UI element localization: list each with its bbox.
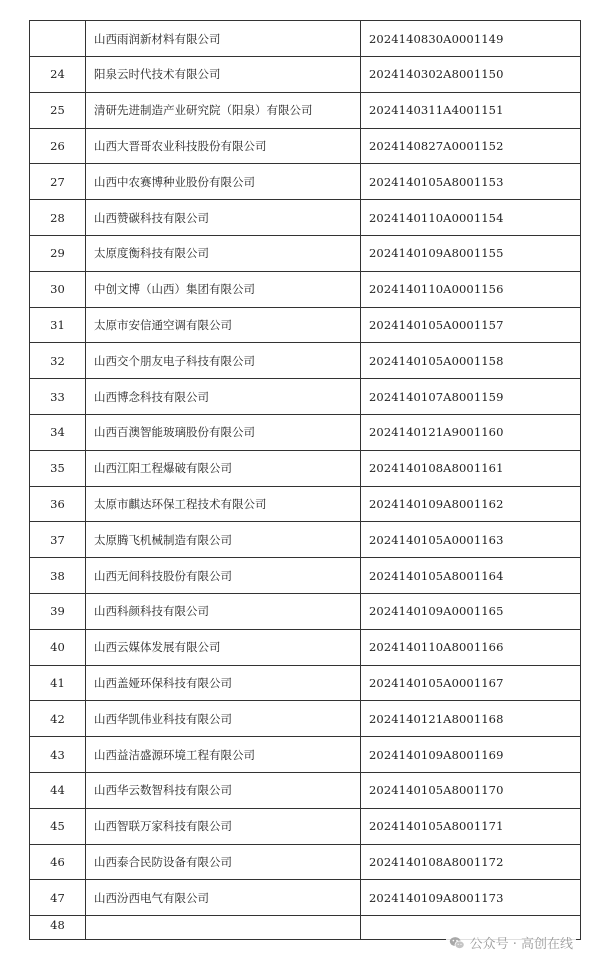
registration-code: 2024140311A4001151: [361, 92, 581, 128]
row-number: 25: [30, 92, 86, 128]
table-row: [30, 737, 581, 773]
table-row: [30, 772, 581, 808]
registration-code: 2024140121A9001160: [361, 414, 581, 450]
company-name: 山西云媒体发展有限公司: [86, 629, 361, 665]
table-row: [30, 200, 581, 236]
row-number: 41: [30, 665, 86, 701]
row-number: [30, 21, 86, 57]
company-name: 山西科颜科技有限公司: [86, 593, 361, 629]
row-number: 32: [30, 343, 86, 379]
registration-code: 2024140105A8001153: [361, 164, 581, 200]
table-row: [30, 844, 581, 880]
watermark-text: 公众号 · 高创在线: [469, 937, 573, 952]
company-name: [86, 916, 361, 940]
company-name: 山西大晋哥农业科技股份有限公司: [86, 128, 361, 164]
registration-code: 2024140108A8001161: [361, 450, 581, 486]
row-number: 24: [30, 57, 86, 93]
table-row: [30, 235, 581, 271]
row-number: 36: [30, 486, 86, 522]
company-name: 太原度衡科技有限公司: [86, 235, 361, 271]
registration-code: 2024140105A0001167: [361, 665, 581, 701]
row-number: 35: [30, 450, 86, 486]
company-name: 山西交个朋友电子科技有限公司: [86, 343, 361, 379]
table-row: [30, 701, 581, 737]
table-row: [30, 57, 581, 93]
table-row: [30, 343, 581, 379]
company-name: 山西江阳工程爆破有限公司: [86, 450, 361, 486]
registration-code: 2024140109A0001165: [361, 593, 581, 629]
company-name: 太原腾飞机械制造有限公司: [86, 522, 361, 558]
company-name: 山西泰合民防设备有限公司: [86, 844, 361, 880]
registration-code: 2024140302A8001150: [361, 57, 581, 93]
company-name: 山西盖娅环保科技有限公司: [86, 665, 361, 701]
company-name: 山西华云数智科技有限公司: [86, 772, 361, 808]
company-name: 山西百澳智能玻璃股份有限公司: [86, 414, 361, 450]
row-number: 44: [30, 772, 86, 808]
row-number: 26: [30, 128, 86, 164]
table-row: [30, 486, 581, 522]
table-row: [30, 271, 581, 307]
table-row: [30, 593, 581, 629]
registration-code: 2024140108A8001172: [361, 844, 581, 880]
registration-code: 2024140105A0001157: [361, 307, 581, 343]
company-name: 山西无间科技股份有限公司: [86, 558, 361, 594]
registration-code: 2024140110A0001156: [361, 271, 581, 307]
company-name: 山西华凯伟业科技有限公司: [86, 701, 361, 737]
row-number: 39: [30, 593, 86, 629]
row-number: 31: [30, 307, 86, 343]
registration-code: 2024140110A0001154: [361, 200, 581, 236]
row-number: 46: [30, 844, 86, 880]
registration-code: 2024140109A8001162: [361, 486, 581, 522]
company-name: 中创文博（山西）集团有限公司: [86, 271, 361, 307]
registration-code: 2024140107A8001159: [361, 379, 581, 415]
registration-code: 2024140105A8001170: [361, 772, 581, 808]
row-number: 47: [30, 880, 86, 916]
table-row: [30, 92, 581, 128]
company-name: 山西博念科技有限公司: [86, 379, 361, 415]
company-name: 太原市麒达环保工程技术有限公司: [86, 486, 361, 522]
row-number: 30: [30, 271, 86, 307]
row-number: 33: [30, 379, 86, 415]
table-row: [30, 307, 581, 343]
row-number: 45: [30, 808, 86, 844]
row-number: 29: [30, 235, 86, 271]
company-name: 山西雨润新材料有限公司: [86, 21, 361, 57]
row-number: 40: [30, 629, 86, 665]
registration-code: 2024140827A0001152: [361, 128, 581, 164]
registration-code: 2024140105A0001163: [361, 522, 581, 558]
table-row: [30, 808, 581, 844]
row-number: 42: [30, 701, 86, 737]
registration-code: 2024140105A8001171: [361, 808, 581, 844]
table-row: [30, 21, 581, 57]
table-row: [30, 414, 581, 450]
wechat-icon: [449, 935, 465, 951]
row-number: 43: [30, 737, 86, 773]
registration-code: 2024140105A0001158: [361, 343, 581, 379]
company-name: 山西中农赛博种业股份有限公司: [86, 164, 361, 200]
row-number: 27: [30, 164, 86, 200]
registration-code: 2024140109A8001173: [361, 880, 581, 916]
company-table-body: [30, 21, 581, 940]
table-row: [30, 665, 581, 701]
table-row: [30, 558, 581, 594]
registration-code: 2024140105A8001164: [361, 558, 581, 594]
company-name: 山西赞碳科技有限公司: [86, 200, 361, 236]
registration-code: 2024140830A0001149: [361, 21, 581, 57]
registration-code: 2024140110A8001166: [361, 629, 581, 665]
table-row: [30, 629, 581, 665]
registration-code: 2024140109A8001169: [361, 737, 581, 773]
company-name: 山西智联万家科技有限公司: [86, 808, 361, 844]
company-name: 山西汾西电气有限公司: [86, 880, 361, 916]
row-number: 28: [30, 200, 86, 236]
table-row: [30, 880, 581, 916]
row-number: 48: [30, 916, 86, 940]
table-row: [30, 128, 581, 164]
row-number: 37: [30, 522, 86, 558]
registration-code: 2024140121A8001168: [361, 701, 581, 737]
table-row: [30, 450, 581, 486]
company-name: 太原市安信通空调有限公司: [86, 307, 361, 343]
company-table-container: [29, 20, 580, 940]
table-row: [30, 164, 581, 200]
row-number: 38: [30, 558, 86, 594]
company-name: 山西益洁盛源环境工程有限公司: [86, 737, 361, 773]
row-number: 34: [30, 414, 86, 450]
company-name: 清研先进制造产业研究院（阳泉）有限公司: [86, 92, 361, 128]
company-list-table: [29, 20, 581, 940]
table-row: [30, 379, 581, 415]
company-name: 阳泉云时代技术有限公司: [86, 57, 361, 93]
registration-code: 2024140109A8001155: [361, 235, 581, 271]
table-row: [30, 522, 581, 558]
wechat-watermark: [446, 931, 576, 954]
